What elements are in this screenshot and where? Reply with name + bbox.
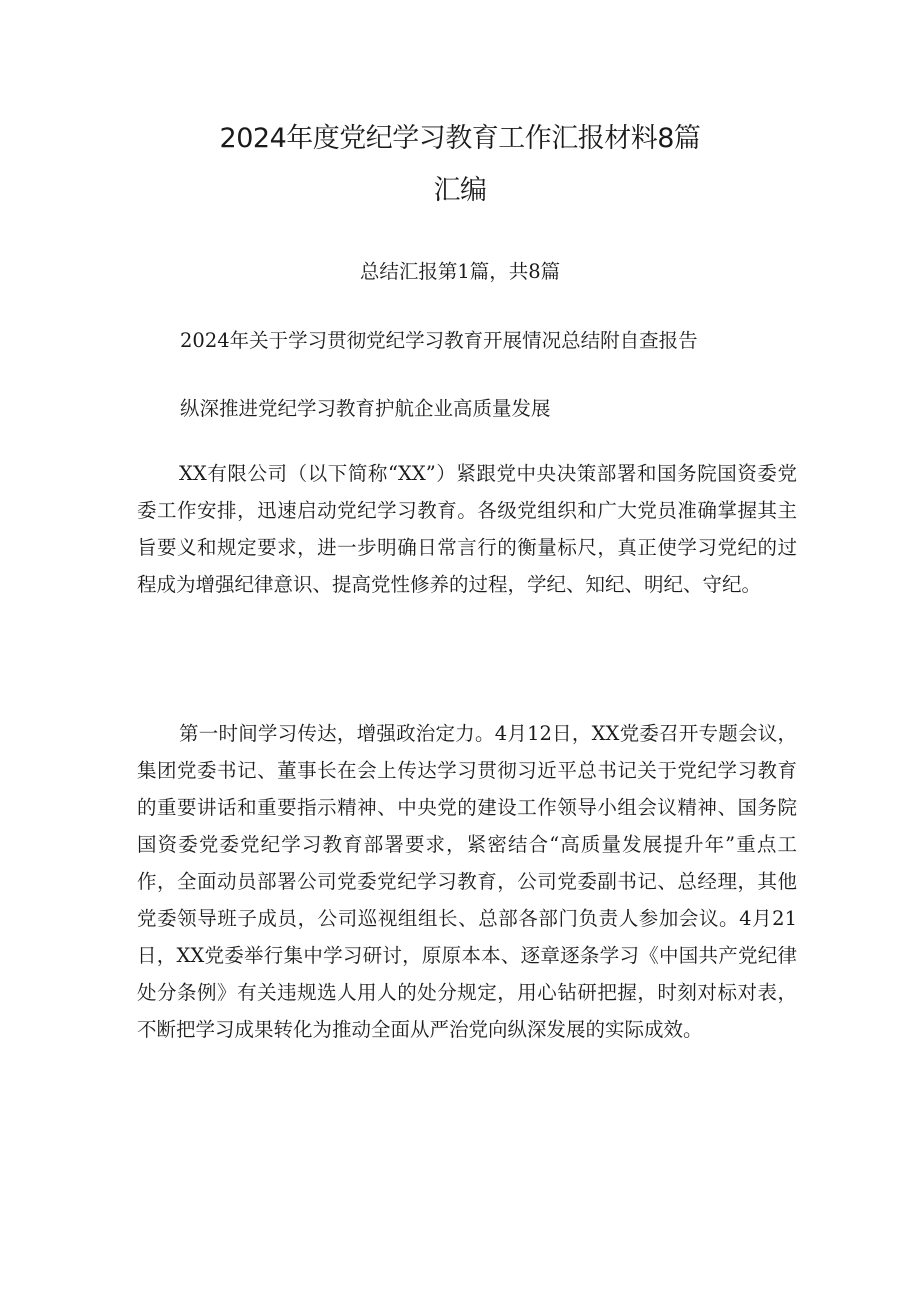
paragraph: 第一时间学习传达，增强政治定力。4月12日，XX党委召开专题会议，集团党委书记、董事长在会上传达学习贯彻习近平总书记关于党纪学习教育的重要讲话和重要指示精神、中央党的建设工作领导小组会议精神、国务院国资委党委党纪学习教育部署要求，紧密结合“高质量发展提升年”重点工作，全面动员部署公司党委党纪学习教育，公司党委副书记、总经理，其他党委领导班子成员，公司巡视组组长、总部各部门负责人参加会议。4月21日，XX党委举行集中学习研讨，原原本本、逐章逐条学习《中国共产党纪律处分条例》有关违规选人用人的处分规定，用心钻研把握，时刻对标对表，不断把学习成果转化为推动全面从严治党向纵深发展的实际成效。 (137, 722, 797, 1041)
document-subtitle: 2024年关于学习贯彻党纪学习教育开展情况总结附自查报告 (180, 329, 698, 352)
document-title-continued: 汇编 (433, 175, 487, 206)
article-heading: 纵深推进党纪学习教育护航企业高质量发展 (180, 397, 551, 420)
document-title: 2024年度党纪学习教育工作汇报材料8篇 (219, 123, 701, 154)
section-label: 总结汇报第1篇，共8篇 (359, 260, 561, 283)
paragraph: XX有限公司（以下简称“XX”）紧跟党中央决策部署和国务院国资委党委工作安排，迅速启动党纪学习教育。各级党组织和广大党员准确掌握其主旨要义和规定要求，进一步明确日常言行的衡量标尺，真正使学习党纪的过程成为增强纪律意识、提高党性修养的过程，学纪、知纪、明纪、守纪。 (137, 462, 797, 596)
